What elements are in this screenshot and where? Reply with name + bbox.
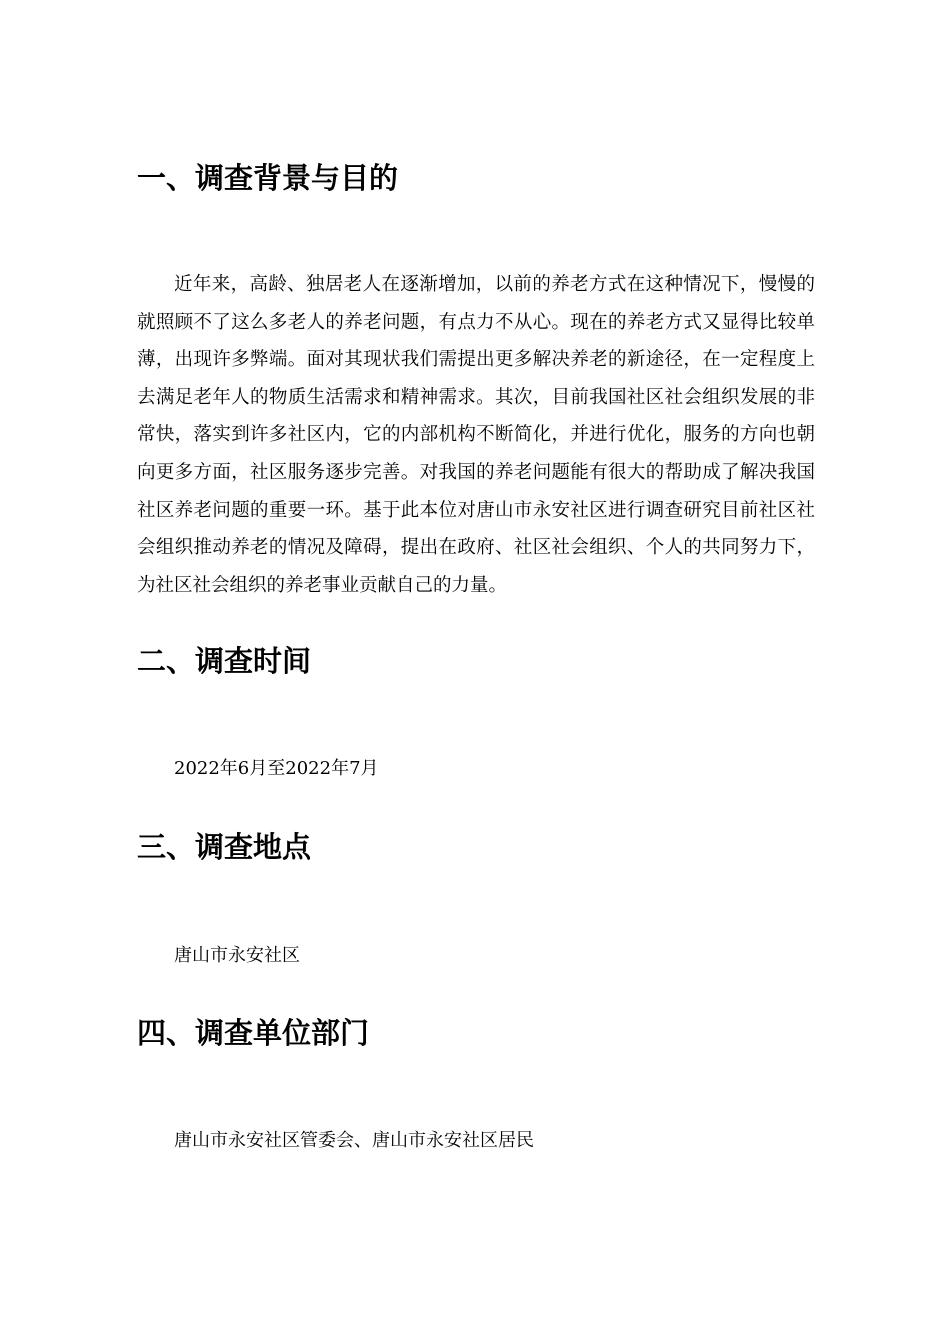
section-1-heading: 一、调查背景与目的 xyxy=(137,161,399,195)
section-2-body: 2022年6月至2022年7月 xyxy=(174,758,379,779)
section-4-body: 唐山市永安社区管委会、唐山市永安社区居民 xyxy=(174,1130,534,1151)
section-3-heading: 三、调查地点 xyxy=(137,830,312,864)
section-2-heading: 二、调查时间 xyxy=(137,644,312,678)
section-1-body: 近年来，高龄、独居老人在逐渐增加，以前的养老方式在这种情况下，慢慢的就照顾不了这么多老人的养老问题，有点力不从心。现在的养老方式又显得比较单薄，出现许多弊端。面对其现状我们需提出更多解决养老的新途径，在一定程度上去满足老年人的物质生活需求和精神需求。其次，目前我国社区社会组织发展的非常快，落实到许多社区内，它的内部机构不断简化，并进行优化，服务的方向也朝向更多方面，社区服务逐步完善。对我国的养老问题能有很大的帮助成了解决我国社区养老问题的重要一环。基于此本位对唐山市永安社区进行调查研究目前社区社会组织推动养老的情况及障碍，提出在政府、社区社会组织、个人的共同努力下，为社区社会组织的养老事业贡献自己的力量。 xyxy=(137,274,815,596)
section-3-body: 唐山市永安社区 xyxy=(174,945,300,966)
section-4-heading: 四、调查单位部门 xyxy=(137,1016,370,1050)
